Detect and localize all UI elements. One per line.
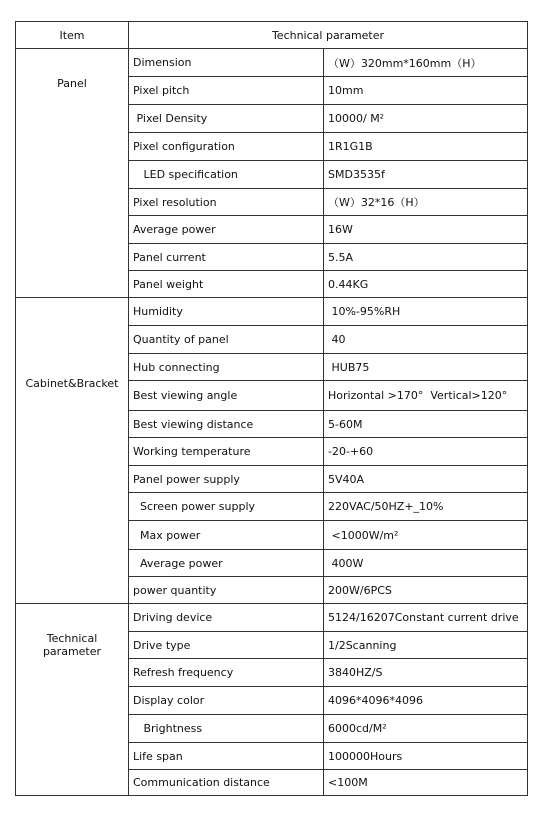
table-row bbox=[16, 298, 528, 326]
value-cell: 40 bbox=[324, 326, 528, 354]
value-cell: HUB75 bbox=[324, 354, 528, 381]
value-cell: <1000W/m² bbox=[324, 521, 528, 550]
value-cell: 220VAC/50HZ+_10% bbox=[324, 493, 528, 521]
table-row bbox=[16, 49, 528, 77]
param-cell: Best viewing distance bbox=[129, 411, 324, 438]
param-cell: Communication distance bbox=[129, 770, 324, 796]
param-cell: Panel power supply bbox=[129, 466, 324, 493]
param-cell: Driving device bbox=[129, 604, 324, 632]
param-cell: Max power bbox=[129, 521, 324, 550]
param-cell: Humidity bbox=[129, 298, 324, 326]
value-cell: 3840HZ/S bbox=[324, 659, 528, 687]
param-cell: Best viewing angle bbox=[129, 381, 324, 411]
param-cell: Panel weight bbox=[129, 271, 324, 298]
group-label: Technical parameter bbox=[16, 604, 129, 796]
value-cell: 400W bbox=[324, 550, 528, 577]
value-cell: 5124/16207Constant current drive bbox=[324, 604, 528, 632]
value-cell: 10000/ M² bbox=[324, 105, 528, 133]
table-row bbox=[16, 604, 528, 632]
param-cell: Life span bbox=[129, 743, 324, 770]
param-cell: Display color bbox=[129, 687, 324, 715]
param-cell: Dimension bbox=[129, 49, 324, 77]
param-cell: Drive type bbox=[129, 632, 324, 659]
param-cell: Hub connecting bbox=[129, 354, 324, 381]
param-cell: Average power bbox=[129, 550, 324, 577]
value-cell: 1R1G1B bbox=[324, 133, 528, 161]
param-cell: power quantity bbox=[129, 577, 324, 604]
spec-table bbox=[15, 21, 528, 796]
param-cell: Pixel pitch bbox=[129, 77, 324, 105]
param-cell: Working temperature bbox=[129, 438, 324, 466]
header-row bbox=[16, 22, 528, 49]
value-cell: <100M bbox=[324, 770, 528, 796]
value-cell: 0.44KG bbox=[324, 271, 528, 298]
value-cell: SMD3535f bbox=[324, 161, 528, 189]
group-label: Cabinet&Bracket bbox=[16, 298, 129, 604]
value-cell: 5.5A bbox=[324, 244, 528, 271]
value-cell: Horizontal >170° Vertical>120° bbox=[324, 381, 528, 411]
param-cell: Quantity of panel bbox=[129, 326, 324, 354]
header-technical-parameter: Technical parameter bbox=[129, 22, 528, 49]
value-cell: 10mm bbox=[324, 77, 528, 105]
param-cell: Refresh frequency bbox=[129, 659, 324, 687]
value-cell: 200W/6PCS bbox=[324, 577, 528, 604]
value-cell: 4096*4096*4096 bbox=[324, 687, 528, 715]
param-cell: Panel current bbox=[129, 244, 324, 271]
param-cell: Pixel configuration bbox=[129, 133, 324, 161]
value-cell: -20-+60 bbox=[324, 438, 528, 466]
param-cell: Pixel resolution bbox=[129, 189, 324, 216]
value-cell: 6000cd/M² bbox=[324, 715, 528, 743]
param-cell: LED specification bbox=[129, 161, 324, 189]
value-cell: （W）32*16（H） bbox=[324, 189, 528, 216]
value-cell: 1/2Scanning bbox=[324, 632, 528, 659]
header-item: Item bbox=[16, 22, 129, 49]
group-label: Panel bbox=[16, 49, 129, 298]
spec-body bbox=[16, 49, 528, 796]
value-cell: （W）320mm*160mm（H） bbox=[324, 49, 528, 77]
value-cell: 5V40A bbox=[324, 466, 528, 493]
param-cell: Average power bbox=[129, 216, 324, 244]
param-cell: Screen power supply bbox=[129, 493, 324, 521]
value-cell: 5-60M bbox=[324, 411, 528, 438]
value-cell: 100000Hours bbox=[324, 743, 528, 770]
value-cell: 10%-95%RH bbox=[324, 298, 528, 326]
param-cell: Pixel Density bbox=[129, 105, 324, 133]
value-cell: 16W bbox=[324, 216, 528, 244]
param-cell: Brightness bbox=[129, 715, 324, 743]
